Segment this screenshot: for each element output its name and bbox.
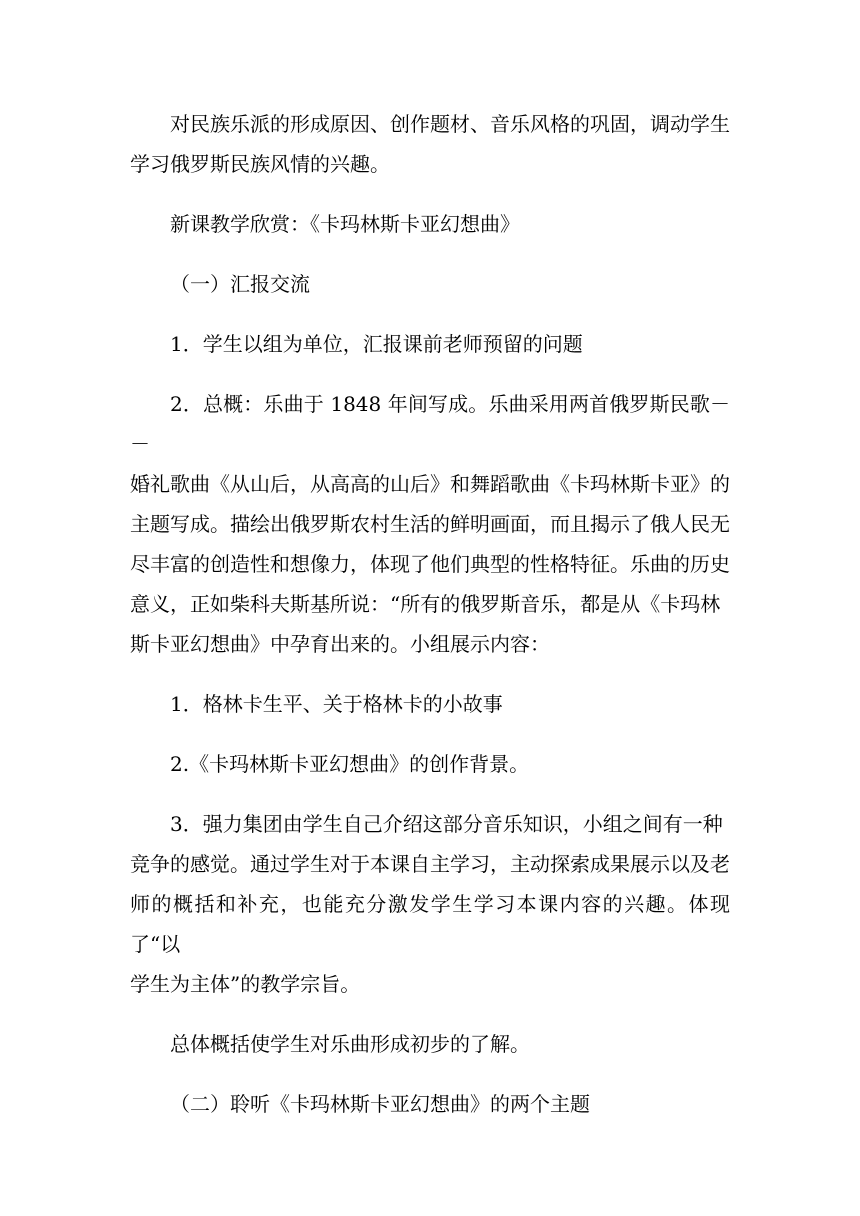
list-item-1-group-report bbox=[130, 324, 730, 364]
text-line: 总体概括使学生对乐曲形成初步的了解。 bbox=[170, 1032, 530, 1056]
text-line: 学习俄罗斯民族风情的兴趣。 bbox=[130, 152, 390, 176]
list-item-3-mighty-handful bbox=[130, 804, 730, 1004]
section-heading-listen-themes bbox=[130, 1084, 730, 1124]
text-line: 师的概括和补充，也能充分激发学生学习本课内容的兴趣。体现了“以 bbox=[130, 892, 730, 956]
text-line: 对民族乐派的形成原因、创作题材、音乐风格的巩固，调动学生 bbox=[170, 112, 730, 136]
text-line: 1．格林卡生平、关于格林卡的小故事 bbox=[170, 692, 503, 716]
paragraph-nationalist-school-intro bbox=[130, 104, 730, 184]
list-item-1-glinka-biography bbox=[130, 684, 730, 724]
text-line: （一）汇报交流 bbox=[170, 272, 310, 296]
text-line: 2．总概：乐曲于 1848 年间写成。乐曲采用两首俄罗斯民歌－－ bbox=[130, 392, 730, 456]
text-line: 尽丰富的创造性和想像力，体现了他们典型的性格特征。乐曲的历史 bbox=[130, 552, 730, 576]
text-line: 3．强力集团由学生自己介绍这部分音乐知识，小组之间有一种 bbox=[170, 812, 723, 836]
text-line: （二）聆听《卡玛林斯卡亚幻想曲》的两个主题 bbox=[170, 1092, 590, 1116]
text-line: 竞争的感觉。通过学生对于本课自主学习，主动探索成果展示以及老 bbox=[130, 852, 730, 876]
text-line: 新课教学欣赏：《卡玛林斯卡亚幻想曲》 bbox=[170, 212, 520, 236]
text-line: 婚礼歌曲《从山后，从高高的山后》和舞蹈歌曲《卡玛林斯卡亚》的 bbox=[130, 472, 730, 496]
text-line: 意义，正如柴科夫斯基所说：“所有的俄罗斯音乐，都是从《卡玛林 bbox=[130, 592, 721, 616]
text-line: 2.《卡玛林斯卡亚幻想曲》的创作背景。 bbox=[170, 752, 530, 776]
paragraph-summary bbox=[130, 1024, 730, 1064]
text-line: 主题写成。描绘出俄罗斯农村生活的鲜明画面，而且揭示了俄人民无 bbox=[130, 512, 730, 536]
section-heading-report-exchange bbox=[130, 264, 730, 304]
document-body bbox=[130, 104, 730, 1124]
text-line: 1．学生以组为单位，汇报课前老师预留的问题 bbox=[170, 332, 583, 356]
paragraph-new-lesson-heading bbox=[130, 204, 730, 244]
text-line: 斯卡亚幻想曲》中孕育出来的。小组展示内容： bbox=[130, 632, 550, 656]
list-item-2-creation-background bbox=[130, 744, 730, 784]
text-line: 学生为主体”的教学宗旨。 bbox=[130, 972, 361, 996]
list-item-2-overview bbox=[130, 384, 730, 664]
